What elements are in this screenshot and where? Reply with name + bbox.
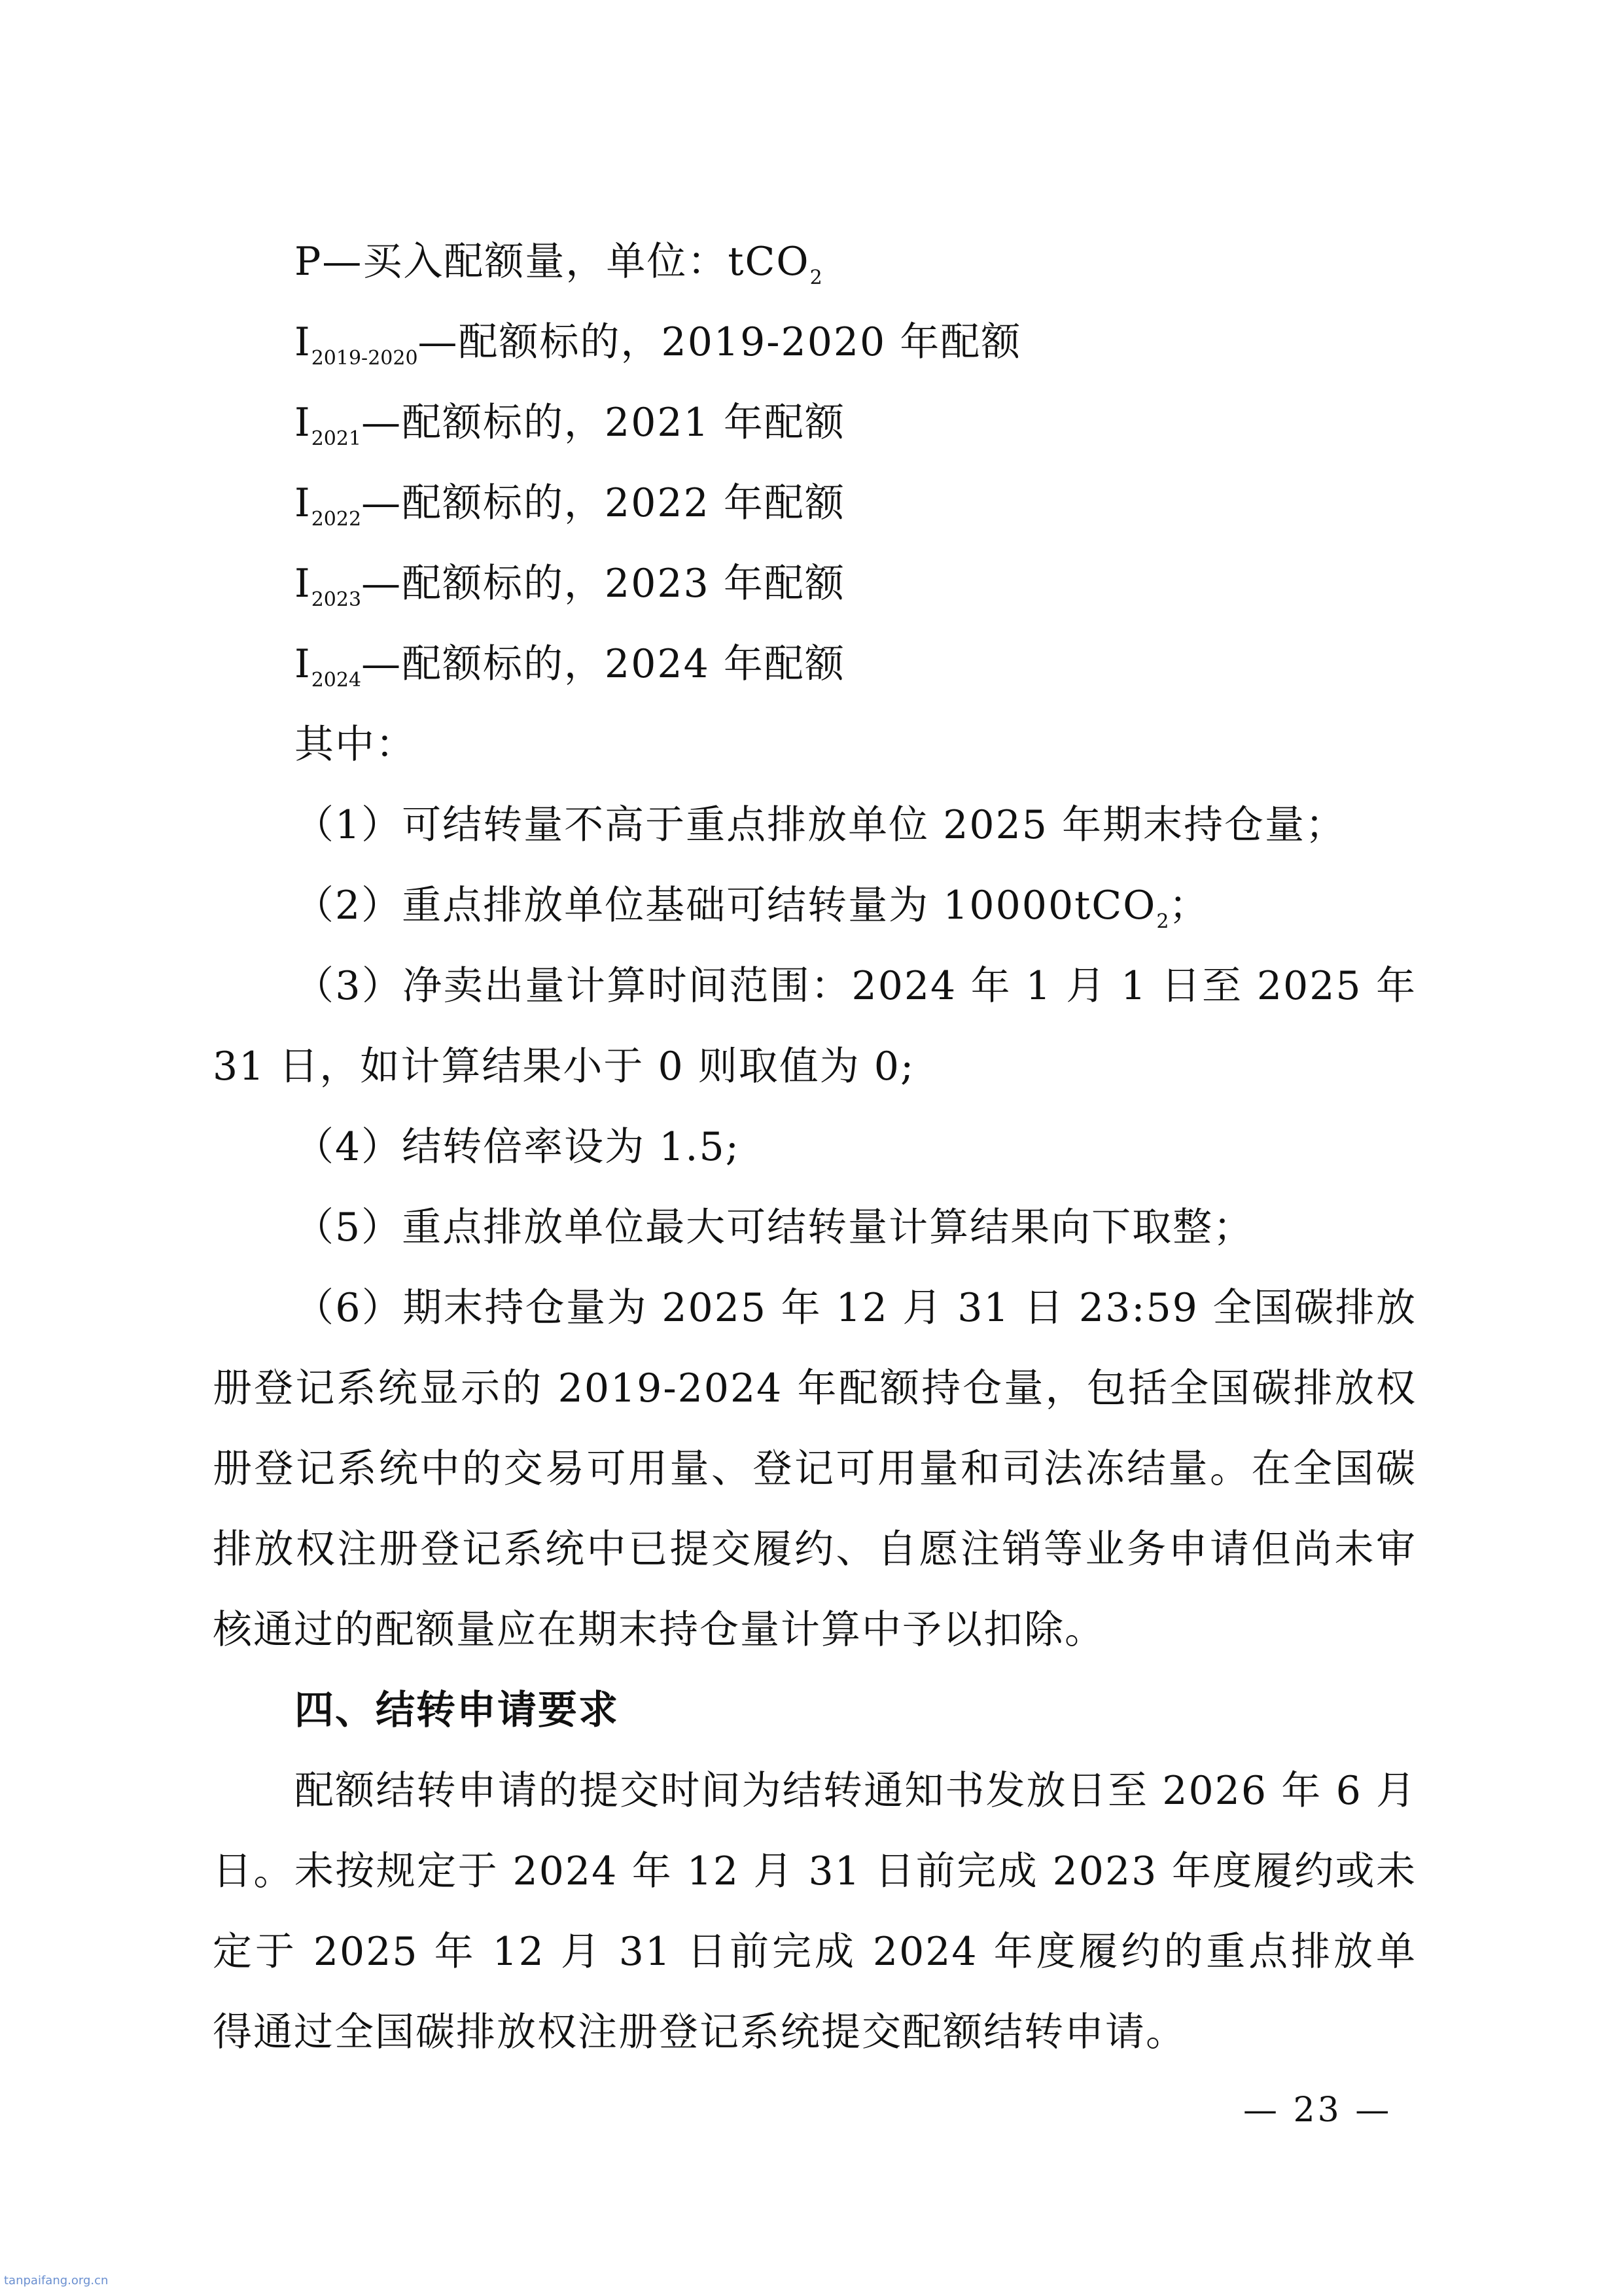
definition-text: —配额标的，2022 年配额 xyxy=(361,480,845,526)
definition-text: —配额标的，2024 年配额 xyxy=(361,641,845,687)
subscript: 2 xyxy=(1156,910,1169,933)
note-item-6-line-1: （6）期末持仓量为 2025 年 12 月 31 日 23:59 全国碳排放 xyxy=(294,1285,1417,1331)
subscript: 2019-2020 xyxy=(311,347,418,370)
note-item-6-line-4: 排放权注册登记系统中已提交履约、自愿注销等业务申请但尚未审 xyxy=(213,1527,1417,1572)
definition-line xyxy=(294,477,845,537)
note-item-4: （4）结转倍率设为 1.5; xyxy=(294,1124,740,1170)
note-item-2 xyxy=(294,879,1209,939)
note-item-6-line-5: 核通过的配额量应在期末持仓量计算中予以扣除。 xyxy=(213,1607,1105,1653)
definition-symbol: I xyxy=(294,480,311,526)
definition-symbol: I xyxy=(294,561,311,607)
note-item-5: （5）重点排放单位最大可结转量计算结果向下取整； xyxy=(294,1205,1254,1250)
note-item-3-line-2: 31 日，如计算结果小于 0 则取值为 0; xyxy=(213,1044,915,1089)
definition-text: —配额标的，2019-2020 年配额 xyxy=(417,319,1022,365)
subscript: 2023 xyxy=(311,588,362,611)
definition-text: P—买入配额量，单位：tCO xyxy=(294,239,810,285)
definition-symbol: I xyxy=(294,641,311,687)
watermark: tanpaifang.org.cn xyxy=(4,2274,109,2287)
section-paragraph-line-1: 配额结转申请的提交时间为结转通知书发放日至 2026 年 6 月 xyxy=(294,1768,1417,1814)
note-text: （2）重点排放单位基础可结转量为 10000tCO xyxy=(294,883,1157,928)
subscript: 2024 xyxy=(311,669,362,692)
definition-text: —配额标的，2023 年配额 xyxy=(361,561,845,607)
definition-symbol: I xyxy=(294,400,311,446)
definition-symbol: I xyxy=(294,319,311,365)
definition-text: —配额标的，2021 年配额 xyxy=(361,400,845,446)
subscript: 2022 xyxy=(311,508,362,531)
note-item-6-line-2: 册登记系统显示的 2019-2024 年配额持仓量，包括全国碳排放权 xyxy=(213,1366,1417,1411)
note-item-6-line-3: 册登记系统中的交易可用量、登记可用量和司法冻结量。在全国碳 xyxy=(213,1446,1417,1492)
note-item-3-line-1: （3）净卖出量计算时间范围：2024 年 1 月 1 日至 2025 年 xyxy=(294,963,1417,1009)
section-paragraph-line-2: 日。未按规定于 2024 年 12 月 31 日前完成 2023 年度履约或未 xyxy=(213,1848,1417,1894)
note-item-1: （1）可结转量不高于重点排放单位 2025 年期末持仓量； xyxy=(294,802,1347,848)
notes-intro: 其中： xyxy=(294,722,416,768)
section-paragraph-line-4: 得通过全国碳排放权注册登记系统提交配额结转申请。 xyxy=(213,2009,1186,2055)
page-number: — 23 — xyxy=(1243,2091,1392,2130)
subscript: 2 xyxy=(809,266,822,289)
definition-line xyxy=(294,397,845,456)
section-paragraph-line-3: 定于 2025 年 12 月 31 日前完成 2024 年度履约的重点排放单 xyxy=(213,1929,1417,1975)
definition-line xyxy=(294,236,822,295)
note-text: ； xyxy=(1169,883,1210,928)
subscript: 2021 xyxy=(311,427,362,450)
definition-line xyxy=(294,557,845,617)
definition-line xyxy=(294,316,1021,376)
section-heading: 四、结转申请要求 xyxy=(294,1687,619,1733)
definition-line xyxy=(294,638,845,698)
